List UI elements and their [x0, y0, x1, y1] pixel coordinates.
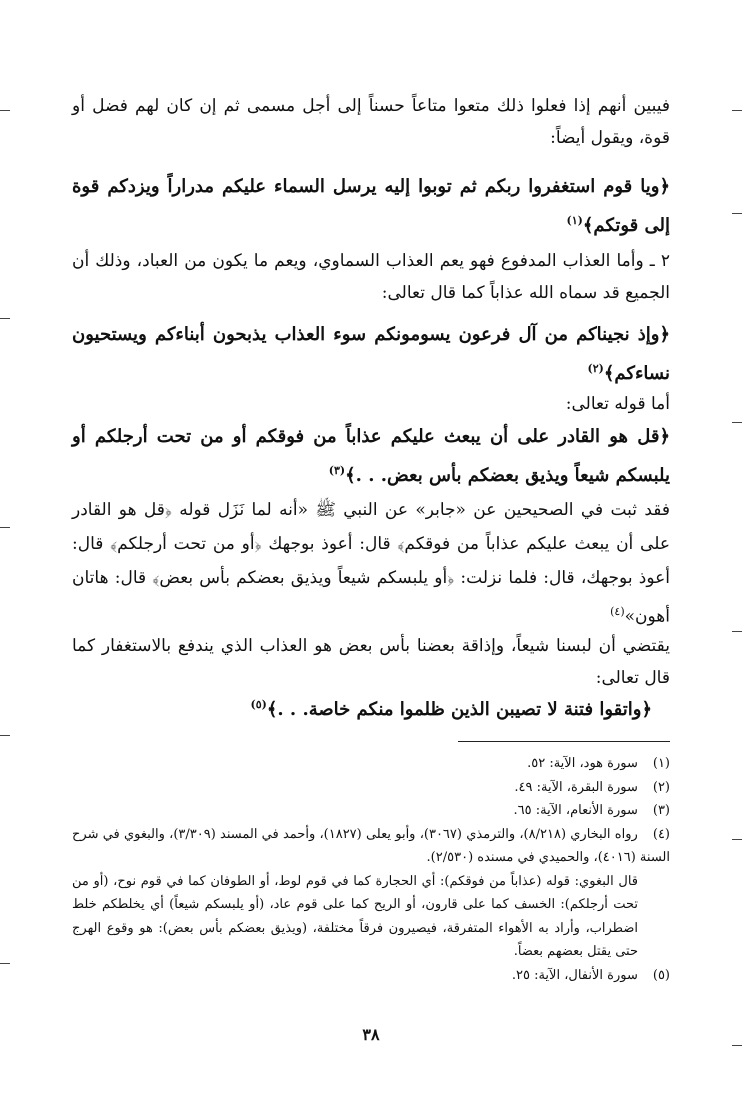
footnote-item: (٤) رواه البخاري (٨/٢١٨)، والترمذي (٣٠٦٧)، وأبو يعلى (١٨٢٧)، وأحمد في المسند (٣/٣٠٩)، والبغوي في شرح السنة (٤٠١٦)، والحميدي في مسنده (٢/٥٣٠).	[72, 823, 670, 870]
paragraph: فيبين أنهم إذا فعلوا ذلك متعوا متاعاً حسناً إلى أجل مسمى ثم إن كان لهم فضل أو قوة، ويقول أيضاً:	[72, 96, 670, 148]
footnote-ref: (٢)	[587, 362, 604, 375]
quran-verse: ﴿ويا قوم استغفروا ربكم ثم توبوا إليه يرسل السماء عليكم مدراراً ويزدكم قوة إلى قوتكم﴾$^{(١)}$	[72, 176, 670, 236]
footnote-number: (٤)	[652, 826, 670, 842]
margin-tick	[732, 1045, 742, 1046]
margin-tick	[0, 110, 10, 111]
quran-verse: ﴿وإذ نجيناكم من آل فرعون يسومونكم سوء العذاب يذبحون أبناءكم ويستحيون نساءكم﴾$^{(٢)}$	[72, 324, 670, 384]
page-number: ٣٨	[362, 1025, 380, 1044]
footnote-number: (٣)	[652, 803, 670, 818]
hadith-paragraph: فقد ثبت في الصحيحين عن «جابر» عن النبي ﷺ «أنه لما نَزَل قوله ﴿قل هو القادر على أن يبعث عليكم عذاباً من فوقكم﴾ قال: أعوذ بوجهك ﴿أو من تحت أرجلكم﴾ قال: أعوذ بوجهك، قال: فلما نزلت: ﴿أو يلبسكم شيعاً ويذيق بعضكم بأس بعض﴾ قال: هاتان أهون»$^{(٤)}$	[72, 500, 670, 627]
margin-tick	[732, 631, 742, 632]
margin-tick	[0, 963, 10, 964]
footnote-item: (٥) سورة الأنفال، الآية: ٢٥.	[72, 964, 670, 988]
margin-tick	[732, 213, 742, 214]
margin-tick	[732, 839, 742, 840]
footnote-number: (١)	[652, 756, 670, 771]
margin-tick	[732, 110, 742, 111]
margin-tick	[0, 318, 10, 319]
paragraph: يقتضي أن لبسنا شيعاً، وإذاقة بعضنا بأس بعض هو العذاب الذي يندفع بالاستغفار كما قال تعالى:	[72, 636, 670, 688]
margin-tick	[0, 527, 10, 528]
footnote-ref: (٣)	[328, 464, 346, 477]
footnote-item: (٣) سورة الأنعام، الآية: ٦٥.	[72, 799, 670, 823]
quran-verse: ﴿واتقوا فتنة لا تصيبن الذين ظلموا منكم خاصة. . .﴾$^{(٥)}$	[250, 698, 652, 720]
footnotes	[72, 752, 670, 987]
footnote-ref: (٥)	[250, 698, 267, 711]
paragraph: ٢ ـ وأما العذاب المدفوع فهو يعم العذاب السماوي، ويعم ما يكون من العباد، وذلك أن الجميع قد سماه الله عذاباً كما قال تعالى:	[72, 251, 670, 303]
paragraph: أما قوله تعالى:	[565, 394, 670, 414]
footnote-number: (٥)	[652, 967, 670, 983]
margin-tick	[732, 422, 742, 423]
footnote-separator	[458, 741, 670, 742]
footnote-continuation: قال البغوي: قوله (عذاباً من فوقكم): أي الحجارة كما في قوم لوط، أو الطوفان كما في قوم نوح، (أو من تحت أرجلكم): الخسف كما على قارون، أو الريح كما على قوم عاد، (أو يلبسكم شيعاً) أي يخلطكم خلط اضطراب، وأراد به الأهواء المتفرقة، فيصيرون فرقاً مختلفة، (ويذيق بعضكم بأس بعض): هو وقوع الهرج حتى يقتل بعضهم بعضاً.	[72, 873, 638, 959]
footnote-item: (٢) سورة البقرة، الآية: ٤٩.	[72, 776, 670, 800]
footnote-item: (١) سورة هود، الآية: ٥٢.	[72, 752, 670, 776]
margin-tick	[0, 735, 10, 736]
quran-verse: ﴿قل هو القادر على أن يبعث عليكم عذاباً من فوقكم أو من تحت أرجلكم أو يلبسكم شيعاً ويذيق بعضكم بأس بعض. . .﴾$^{(٣)}$	[72, 426, 670, 486]
footnote-ref: (٤)	[610, 605, 625, 618]
footnote-number: (٢)	[652, 779, 670, 795]
footnote-ref: (١)	[566, 214, 583, 227]
